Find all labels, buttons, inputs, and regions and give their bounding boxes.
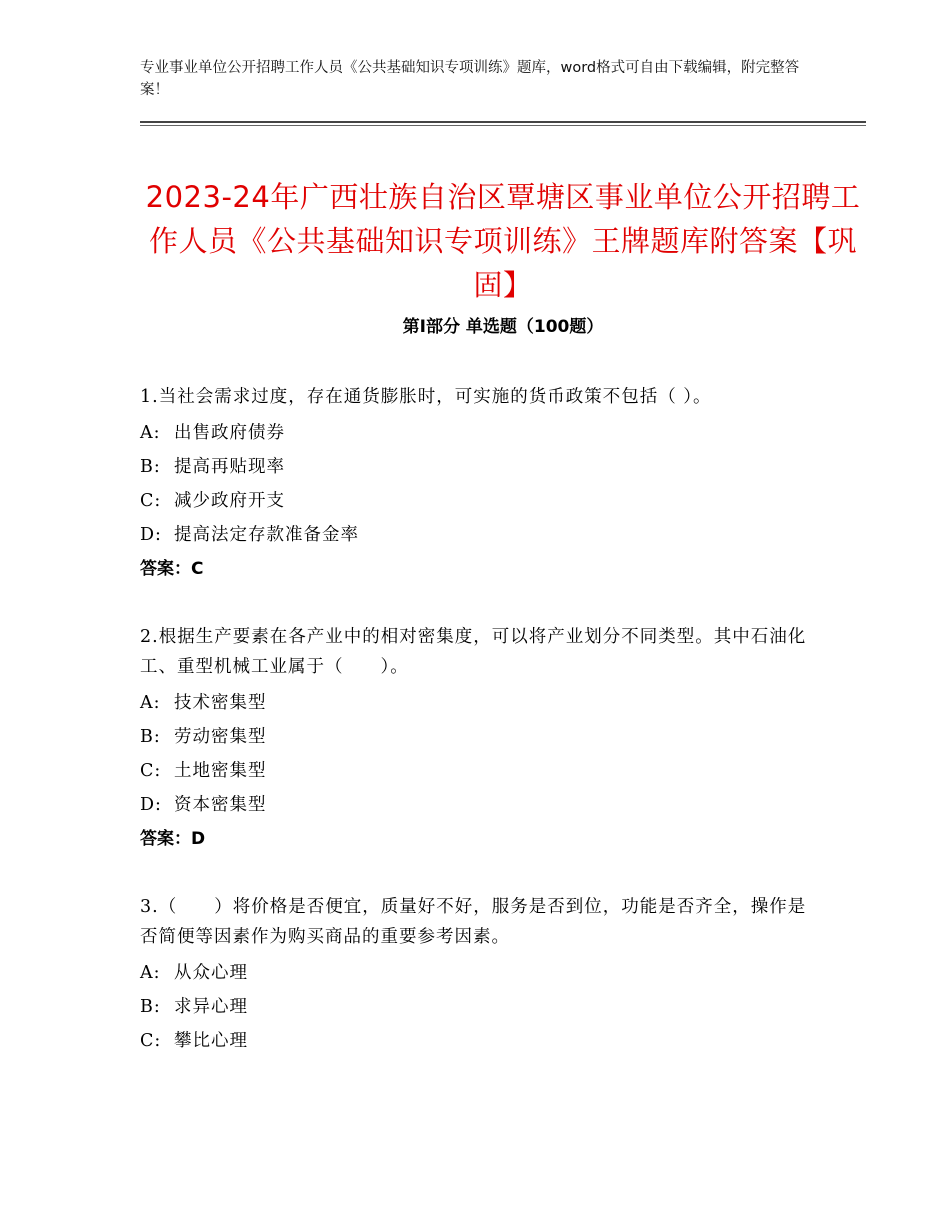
option-b	[140, 990, 810, 1024]
option-text: 资本密集型	[174, 795, 267, 815]
section-heading: 第Ⅰ部分 单选题（100题）	[402, 317, 604, 337]
question-1	[140, 382, 810, 586]
option-key: B:	[140, 727, 161, 747]
header-divider-thin	[140, 125, 866, 126]
option-c	[140, 754, 810, 788]
option-key: B:	[140, 457, 161, 477]
option-c	[140, 484, 810, 518]
option-key: D:	[140, 525, 162, 545]
option-a	[140, 956, 810, 990]
option-a	[140, 686, 810, 720]
option-b	[140, 720, 810, 754]
option-c	[140, 1024, 810, 1058]
option-text: 出售政府债券	[174, 423, 285, 443]
option-b	[140, 450, 810, 484]
answer: 答案：C	[140, 559, 204, 579]
option-text: 攀比心理	[174, 1031, 248, 1051]
option-text: 从众心理	[174, 963, 248, 983]
answer: 答案：D	[140, 829, 206, 849]
option-text: 土地密集型	[174, 761, 267, 781]
option-text: 减少政府开支	[174, 491, 285, 511]
option-text: 技术密集型	[174, 693, 267, 713]
question-list	[140, 382, 810, 1094]
option-key: C:	[140, 491, 162, 511]
option-key: A:	[140, 423, 161, 443]
question-3	[140, 892, 810, 1058]
option-text: 劳动密集型	[174, 727, 267, 747]
option-key: B:	[140, 997, 161, 1017]
option-text: 求异心理	[174, 997, 248, 1017]
option-d	[140, 518, 810, 552]
question-stem: 1.当社会需求过度，存在通货膨胀时，可实施的货币政策不包括（ ）。	[140, 387, 712, 407]
option-d	[140, 788, 810, 822]
question-stem: 2.根据生产要素在各产业中的相对密集度，可以将产业划分不同类型。其中石油化工、重型机械工业属于（ ）。	[140, 627, 807, 677]
option-key: C:	[140, 761, 162, 781]
option-a	[140, 416, 810, 450]
header-divider-thick	[140, 121, 866, 123]
document-title: 2023-24年广西壮族自治区覃塘区事业单位公开招聘工作人员《公共基础知识专项训练》王牌题库附答案【巩固】	[145, 180, 861, 303]
header-note: 专业事业单位公开招聘工作人员《公共基础知识专项训练》题库，word格式可自由下载编辑，附完整答案！	[140, 60, 800, 98]
option-key: D:	[140, 795, 162, 815]
option-text: 提高法定存款准备金率	[174, 525, 359, 545]
option-key: C:	[140, 1031, 162, 1051]
option-key: A:	[140, 963, 161, 983]
option-key: A:	[140, 693, 161, 713]
question-2	[140, 622, 810, 856]
question-stem: 3.（ ）将价格是否便宜，质量好不好，服务是否到位，功能是否齐全，操作是否简便等因素作为购买商品的重要参考因素。	[140, 897, 807, 947]
option-text: 提高再贴现率	[174, 457, 285, 477]
